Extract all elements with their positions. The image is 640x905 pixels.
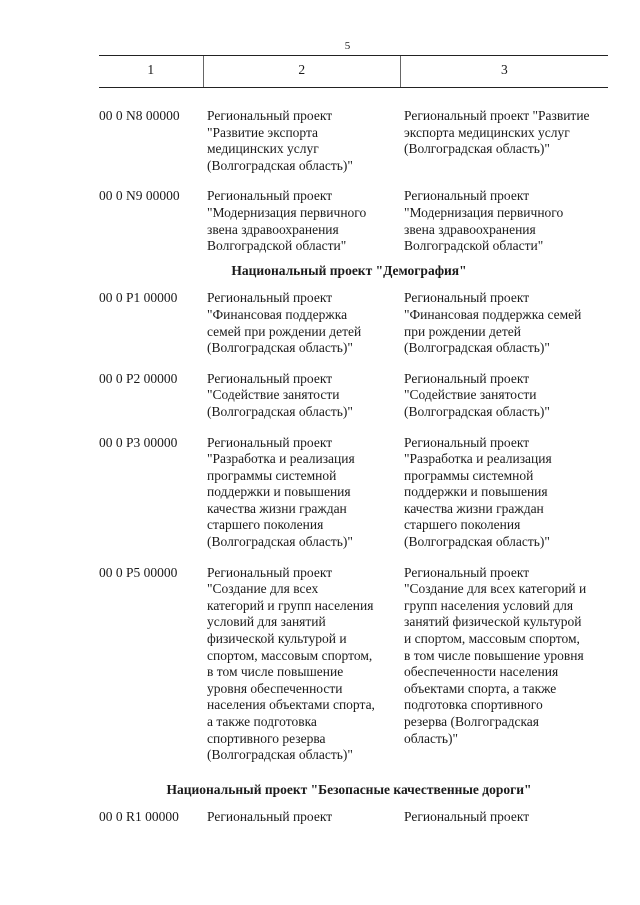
row-name-col3: Региональный проект "Финансовая поддержка семей при рождении детей (Волгоградская область)" xyxy=(404,290,582,356)
row-code: 00 0 N9 00000 xyxy=(99,188,180,204)
page-number: 5 xyxy=(344,40,351,52)
row-code: 00 0 P2 00000 xyxy=(99,370,178,386)
row-name-col2: Региональный проект xyxy=(207,809,333,825)
table-row xyxy=(99,290,619,356)
section-heading-roads: Национальный проект "Безопасные качественные дороги" xyxy=(166,781,532,797)
row-name-col3: Региональный проект "Модернизация первичного звена здравоохранения Волгоградской области" xyxy=(404,188,564,254)
table-header xyxy=(99,55,608,88)
row-name-col3: Региональный проект "Содействие занятости (Волгоградская область)" xyxy=(404,370,550,419)
table-row xyxy=(99,371,619,421)
row-name-col3: Региональный проект "Развитие экспорта медицинских услуг (Волгоградская область)" xyxy=(404,108,590,157)
row-name-col2: Региональный проект "Разработка и реализация программы системной поддержки и повышения качества жизни граждан старшего поколения (Волгоградская область)" xyxy=(207,434,355,550)
row-name-col3: Региональный проект xyxy=(404,809,530,825)
header-col-1: 1 xyxy=(147,62,155,77)
row-name-col2: Региональный проект "Финансовая поддержка семей при рождении детей (Волгоградская область)" xyxy=(207,290,362,356)
section-heading-demography: Национальный проект "Демография" xyxy=(231,262,467,278)
row-name-col2: Региональный проект "Создание для всех категорий и групп населения условий для занятий физической культурой и спортом, массовым спортом, в том числе повышение уровня обеспеченности населения объектами спорта, а также подготовка спортивного резерва (Волгоградская область)" xyxy=(207,564,375,763)
table-row xyxy=(99,809,619,826)
row-name-col3: Региональный проект "Создание для всех категорий и групп населения условий для занятий физической культурой и спортом, массовым спортом, в том числе повышение уровня обеспеченности населения объектами спорта, а также подготовка спортивного резерва (Волгоградская область)" xyxy=(404,564,587,746)
row-name-col2: Региональный проект "Развитие экспорта медицинских услуг (Волгоградская область)" xyxy=(207,108,353,173)
row-name-col2: Региональный проект "Содействие занятости (Волгоградская область)" xyxy=(207,370,353,419)
table-row xyxy=(99,188,619,254)
row-code: 00 0 P5 00000 xyxy=(99,564,178,580)
table-body xyxy=(99,108,619,826)
table-row xyxy=(99,435,619,551)
row-name-col3: Региональный проект "Разработка и реализация программы системной поддержки и повышения качества жизни граждан старшего поколения (Волгоградская область)" xyxy=(404,434,552,550)
row-code: 00 0 P3 00000 xyxy=(99,434,178,450)
table-row xyxy=(99,108,619,174)
row-code: 00 0 R1 00000 xyxy=(99,809,179,825)
row-code: 00 0 N8 00000 xyxy=(99,108,180,123)
table-row xyxy=(99,565,619,764)
row-name-col2: Региональный проект "Модернизация первичного звена здравоохранения Волгоградской области" xyxy=(207,188,367,254)
header-col-3: 3 xyxy=(400,56,608,87)
row-code: 00 0 P1 00000 xyxy=(99,290,178,306)
header-col-2: 2 xyxy=(203,56,400,87)
